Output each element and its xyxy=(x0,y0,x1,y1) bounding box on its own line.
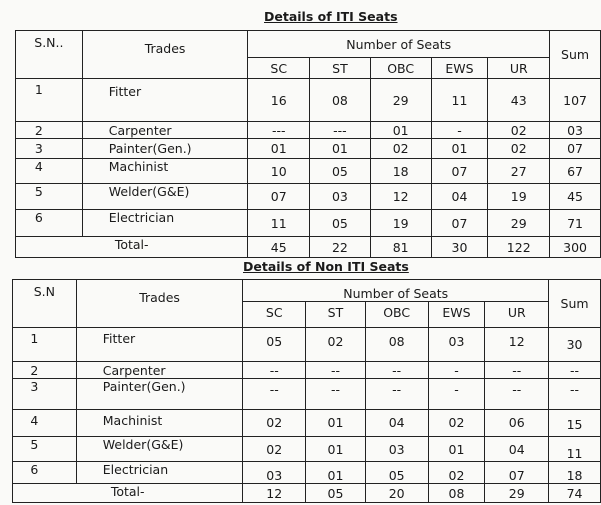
col-header-number-of-seats: Number of Seats xyxy=(248,31,550,58)
cell-obc: 29 xyxy=(370,79,431,122)
cell-st: 03 xyxy=(310,184,371,210)
cell-obc: 01 xyxy=(370,122,431,139)
cell-ews: - xyxy=(428,362,485,379)
cell-sum: 15 xyxy=(549,410,601,437)
col-header-st: ST xyxy=(306,302,366,328)
cell-sn: 6 xyxy=(16,210,83,237)
table-row xyxy=(13,462,601,484)
cell-ur: 27 xyxy=(488,159,550,184)
cell-sn: 6 xyxy=(13,462,77,484)
cell-sum: -- xyxy=(549,362,601,379)
cell-obc: -- xyxy=(365,379,428,410)
total-sc: 45 xyxy=(248,237,310,258)
col-header-ews: EWS xyxy=(428,302,485,328)
cell-trade: Electrician xyxy=(82,210,248,237)
cell-trade: Welder(G&E) xyxy=(76,437,243,462)
cell-sn: 1 xyxy=(16,79,83,122)
total-sum: 300 xyxy=(550,237,601,258)
cell-sn: 4 xyxy=(16,159,83,184)
total-ur: 29 xyxy=(485,484,549,503)
cell-ur: 19 xyxy=(488,184,550,210)
cell-st: 01 xyxy=(306,437,366,462)
cell-sc: 01 xyxy=(248,139,310,159)
total-row xyxy=(13,484,601,503)
cell-sn: 3 xyxy=(16,139,83,159)
cell-st: 05 xyxy=(310,159,371,184)
col-header-sc: SC xyxy=(248,58,310,79)
iti-table-title: Details of ITI Seats xyxy=(264,9,398,24)
cell-trade: Painter(Gen.) xyxy=(76,379,243,410)
cell-trade: Carpenter xyxy=(76,362,243,379)
cell-sc: 11 xyxy=(248,210,310,237)
table-row xyxy=(13,328,601,362)
cell-st: 01 xyxy=(306,410,366,437)
cell-sum: 30 xyxy=(549,328,601,362)
cell-obc: 05 xyxy=(365,462,428,484)
cell-sum: 71 xyxy=(550,210,601,237)
non-iti-seats-table xyxy=(12,279,601,503)
col-header-trades: Trades xyxy=(82,31,248,79)
cell-trade: Fitter xyxy=(76,328,243,362)
cell-ur: -- xyxy=(485,362,549,379)
total-st: 05 xyxy=(306,484,366,503)
cell-sum: 07 xyxy=(550,139,601,159)
table-row xyxy=(13,379,601,410)
total-label: Total- xyxy=(16,237,248,258)
cell-ur: 43 xyxy=(488,79,550,122)
cell-sc: 07 xyxy=(248,184,310,210)
cell-sum: 45 xyxy=(550,184,601,210)
col-header-number-of-seats: Number of Seats xyxy=(243,280,549,302)
cell-ews: 03 xyxy=(428,328,485,362)
total-row xyxy=(16,237,601,258)
table-row xyxy=(16,159,601,184)
cell-ur: 04 xyxy=(485,437,549,462)
col-header-obc: OBC xyxy=(365,302,428,328)
col-header-ews: EWS xyxy=(431,58,488,79)
cell-st: 01 xyxy=(306,462,366,484)
col-header-sum: Sum xyxy=(549,280,601,328)
cell-st: --- xyxy=(310,122,371,139)
cell-st: 08 xyxy=(310,79,371,122)
total-obc: 20 xyxy=(365,484,428,503)
total-st: 22 xyxy=(310,237,371,258)
cell-trade: Machinist xyxy=(76,410,243,437)
total-ur: 122 xyxy=(488,237,550,258)
cell-sn: 3 xyxy=(13,379,77,410)
cell-ur: 02 xyxy=(488,122,550,139)
total-sum: 74 xyxy=(549,484,601,503)
total-sc: 12 xyxy=(243,484,306,503)
cell-ews: - xyxy=(431,122,488,139)
cell-ur: 02 xyxy=(488,139,550,159)
cell-trade: Welder(G&E) xyxy=(82,184,248,210)
col-header-sum: Sum xyxy=(550,31,601,79)
cell-st: 02 xyxy=(306,328,366,362)
cell-sc: 02 xyxy=(243,437,306,462)
cell-ews: 01 xyxy=(428,437,485,462)
cell-sc: 16 xyxy=(248,79,310,122)
cell-sn: 2 xyxy=(16,122,83,139)
cell-st: 01 xyxy=(310,139,371,159)
col-header-sn: S.N xyxy=(13,280,77,328)
table-row xyxy=(13,410,601,437)
cell-sum: 11 xyxy=(549,437,601,462)
table-row xyxy=(13,437,601,462)
cell-trade: Electrician xyxy=(76,462,243,484)
col-header-ur: UR xyxy=(488,58,550,79)
cell-trade: Painter(Gen.) xyxy=(82,139,248,159)
table-row xyxy=(16,79,601,122)
table-row xyxy=(13,362,601,379)
cell-obc: 02 xyxy=(370,139,431,159)
cell-obc: 08 xyxy=(365,328,428,362)
cell-sc: -- xyxy=(243,362,306,379)
cell-ur: -- xyxy=(485,379,549,410)
cell-obc: 18 xyxy=(370,159,431,184)
cell-ews: 04 xyxy=(431,184,488,210)
col-header-sc: SC xyxy=(243,302,306,328)
cell-ur: 29 xyxy=(488,210,550,237)
cell-obc: 03 xyxy=(365,437,428,462)
cell-sum: 67 xyxy=(550,159,601,184)
iti-seats-table xyxy=(15,30,601,258)
cell-sn: 5 xyxy=(16,184,83,210)
cell-sum: 107 xyxy=(550,79,601,122)
cell-obc: 04 xyxy=(365,410,428,437)
cell-st: -- xyxy=(306,362,366,379)
col-header-trades: Trades xyxy=(76,280,243,328)
cell-obc: -- xyxy=(365,362,428,379)
total-obc: 81 xyxy=(370,237,431,258)
table-row xyxy=(16,184,601,210)
cell-sc: 03 xyxy=(243,462,306,484)
cell-ur: 12 xyxy=(485,328,549,362)
cell-sn: 2 xyxy=(13,362,77,379)
cell-sc: 05 xyxy=(243,328,306,362)
cell-ur: 06 xyxy=(485,410,549,437)
cell-ews: - xyxy=(428,379,485,410)
cell-sn: 5 xyxy=(13,437,77,462)
cell-ur: 07 xyxy=(485,462,549,484)
col-header-sn: S.N.. xyxy=(16,31,83,79)
cell-obc: 12 xyxy=(370,184,431,210)
cell-ews: 07 xyxy=(431,159,488,184)
cell-sc: 10 xyxy=(248,159,310,184)
cell-sn: 4 xyxy=(13,410,77,437)
total-ews: 08 xyxy=(428,484,485,503)
cell-ews: 02 xyxy=(428,462,485,484)
cell-ews: 01 xyxy=(431,139,488,159)
cell-trade: Machinist xyxy=(82,159,248,184)
cell-sc: -- xyxy=(243,379,306,410)
cell-obc: 19 xyxy=(370,210,431,237)
col-header-st: ST xyxy=(310,58,371,79)
table-row xyxy=(16,139,601,159)
total-ews: 30 xyxy=(431,237,488,258)
cell-trade: Fitter xyxy=(82,79,248,122)
cell-ews: 07 xyxy=(431,210,488,237)
col-header-obc: OBC xyxy=(370,58,431,79)
cell-sc: --- xyxy=(248,122,310,139)
cell-sum: 03 xyxy=(550,122,601,139)
cell-st: 05 xyxy=(310,210,371,237)
cell-sum: -- xyxy=(549,379,601,410)
total-label: Total- xyxy=(13,484,243,503)
table-row xyxy=(16,210,601,237)
non-iti-table-title: Details of Non ITI Seats xyxy=(243,259,409,274)
cell-sc: 02 xyxy=(243,410,306,437)
cell-ews: 02 xyxy=(428,410,485,437)
col-header-ur: UR xyxy=(485,302,549,328)
table-row xyxy=(16,122,601,139)
cell-ews: 11 xyxy=(431,79,488,122)
cell-st: -- xyxy=(306,379,366,410)
cell-trade: Carpenter xyxy=(82,122,248,139)
cell-sum: 18 xyxy=(549,462,601,484)
cell-sn: 1 xyxy=(13,328,77,362)
